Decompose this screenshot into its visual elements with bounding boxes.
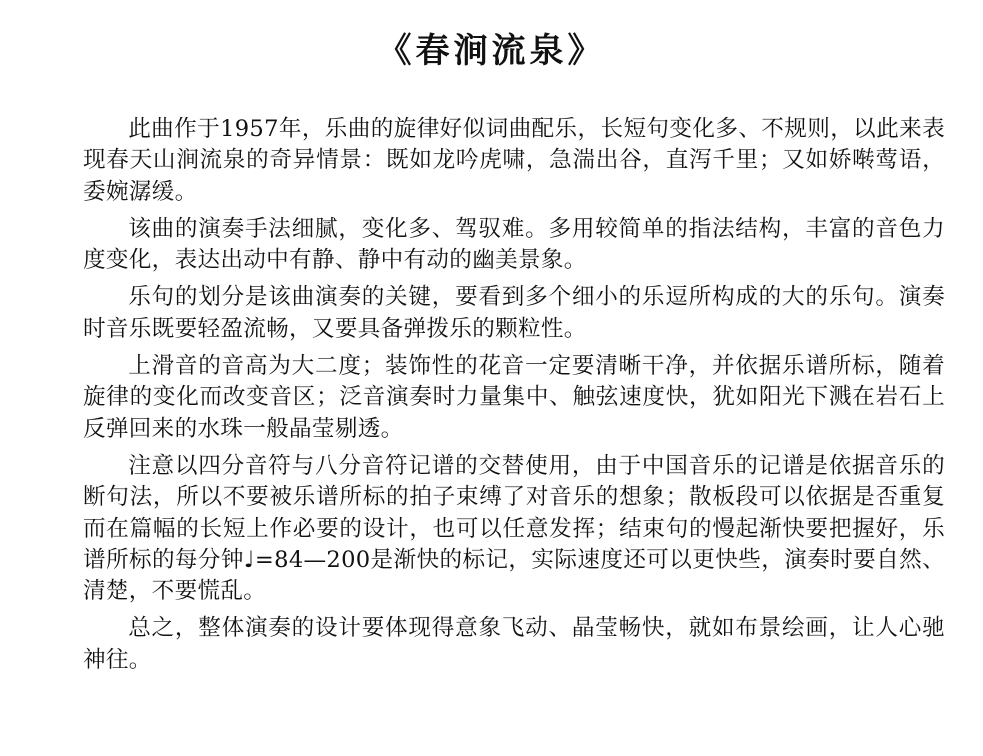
paragraph-4: 上滑音的音高为大二度；装饰性的花音一定要清晰干净，并依据乐谱所标，随着旋律的变化而改变音区；泛音演奏时力量集中、触弦速度快，犹如阳光下溅在岩石上反弹回来的水珠一般晶莹剔透。	[83, 353, 945, 442]
paragraph-5: 注意以四分音符与八分音符记谱的交替使用，由于中国音乐的记谱是依据音乐的断句法，所以不要被乐谱所标的拍子束缚了对音乐的想象；散板段可以依据是否重复而在篇幅的长短上作必要的设计，也可以任意发挥；结束句的慢起渐快要把握好，乐谱所标的每分钟♩=84—200是渐快的标记，实际速度还可以更快些，演奏时要自然、清楚，不要慌乱。	[83, 452, 945, 605]
paragraph-1: 此曲作于1957年，乐曲的旋律好似词曲配乐，长短句变化多、不规则，以此来表现春天山涧流泉的奇异情景：既如龙吟虎啸，急湍出谷，直泻千里；又如娇啭莺语，委婉潺缓。	[83, 116, 945, 205]
body-text	[83, 114, 945, 676]
paragraph-6: 总之，整体演奏的设计要体现得意象飞动、晶莹畅快，就如布景绘画，让人心驰神往。	[83, 615, 945, 673]
paragraph-3: 乐句的划分是该曲演奏的关键，要看到多个细小的乐逗所构成的大的乐句。演奏时音乐既要轻盈流畅，又要具备弹拨乐的颗粒性。	[83, 284, 945, 342]
paragraph-2: 该曲的演奏手法细腻，变化多、驾驭难。多用较简单的指法结构，丰富的音色力度变化，表达出动中有静、静中有动的幽美景象。	[83, 215, 945, 274]
page-title: 《春涧流泉》	[377, 31, 606, 71]
